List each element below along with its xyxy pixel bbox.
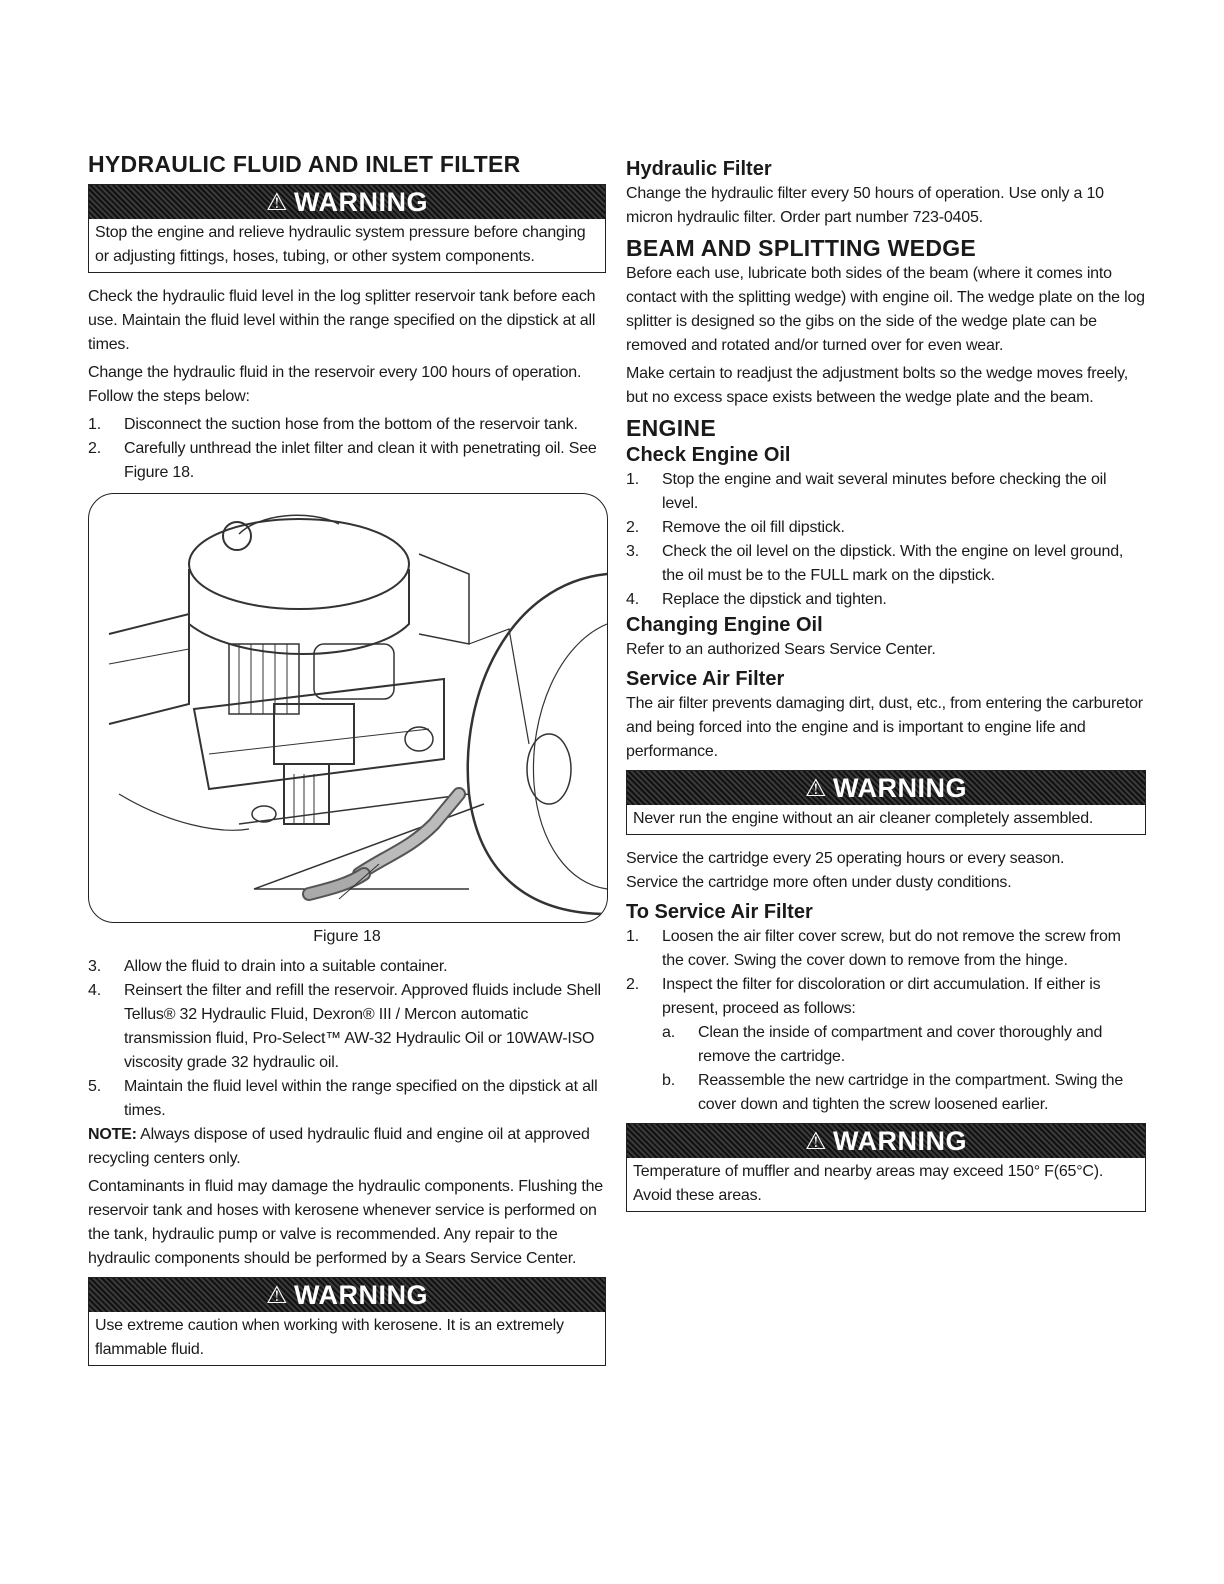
- list-item-number: b.: [662, 1072, 675, 1089]
- warning-label: WARNING: [833, 1125, 967, 1156]
- warning-triangle-icon: ⚠: [804, 1127, 827, 1155]
- warning-label: WARNING: [294, 1279, 428, 1310]
- engine-reservoir-illustration: [89, 494, 607, 922]
- paragraph-service-air-filter: The air filter prevents damaging dirt, dust, etc., from entering the carburetor and being forced into the engine and is important to engine life and performance.: [626, 695, 1143, 760]
- warning-triangle-icon: ⚠: [265, 188, 288, 216]
- section-title-hydraulic-fluid: HYDRAULIC FLUID AND INLET FILTER: [88, 151, 521, 177]
- warning-header: [627, 771, 1145, 805]
- list-item: [88, 979, 606, 1075]
- warning-text: Temperature of muffler and nearby areas may exceed 150° F(65°C). Avoid these areas.: [633, 1163, 1104, 1204]
- paragraph-contaminants: Contaminants in fluid may damage the hydraulic components. Flushing the reservoir tank and hoses with kerosene whenever service is performed on the tank, hydraulic pump or valve is recommended. Any repair to the hydraulic components should be performed by a Sears Service Center.: [88, 1178, 603, 1267]
- steps-list-b: [88, 955, 606, 1123]
- warning-triangle-icon: ⚠: [265, 1281, 288, 1309]
- list-item: [626, 516, 1146, 540]
- list-item: [88, 955, 606, 979]
- left-column: [88, 150, 606, 1378]
- steps-list-a: [88, 413, 606, 485]
- warning-triangle-icon: ⚠: [804, 774, 827, 802]
- list-item-text: Check the oil level on the dipstick. With the engine on level ground, the oil must be to the FULL mark on the dipstick.: [662, 543, 1124, 584]
- subsection-title-check-oil: Check Engine Oil: [626, 444, 791, 466]
- list-item-text: Inspect the filter for discoloration or dirt accumulation. If either is present, proceed as follows:: [662, 976, 1101, 1017]
- list-item-text: Maintain the fluid level within the range specified on the dipstick at all times.: [124, 1078, 598, 1119]
- list-item: [88, 413, 606, 437]
- list-item: [626, 540, 1146, 588]
- warning-header: [627, 1124, 1145, 1158]
- subsection-title-service-air-filter: Service Air Filter: [626, 668, 785, 690]
- list-item-number: 1.: [88, 416, 101, 433]
- paragraph-changing-oil: Refer to an authorized Sears Service Center.: [626, 641, 936, 658]
- note-text: Always dispose of used hydraulic fluid and engine oil at approved recycling centers only.: [88, 1126, 590, 1167]
- right-column: [626, 156, 1146, 1224]
- list-subitem: [662, 1069, 1146, 1117]
- list-item-number: 2.: [626, 519, 639, 536]
- warning-box-kerosene: [88, 1277, 606, 1366]
- list-item: [626, 588, 1146, 612]
- list-item-number: 2.: [88, 440, 101, 457]
- paragraph-hydraulic-filter: Change the hydraulic filter every 50 hours of operation. Use only a 10 micron hydraulic filter. Order part number 723-0405.: [626, 185, 1104, 226]
- list-item-text: Reinsert the filter and refill the reservoir. Approved fluids include Shell Tellus® 32 Hydraulic Fluid, Dexron® III / Mercon automatic transmission fluid, Pro-Select™ AW-32 Hydraulic Oil or 10WAW-ISO viscosity grade 32 hydraulic oil.: [124, 982, 601, 1071]
- list-item-number: 1.: [626, 928, 639, 945]
- list-item-number: 4.: [626, 591, 639, 608]
- section-title-beam: BEAM AND SPLITTING WEDGE: [626, 235, 977, 261]
- list-item: [626, 468, 1146, 516]
- list-item: [626, 973, 1146, 1021]
- list-item-text: Carefully unthread the inlet filter and clean it with penetrating oil. See Figure 18.: [124, 440, 597, 481]
- list-item-number: a.: [662, 1024, 675, 1041]
- figure-caption: Figure 18: [313, 928, 381, 945]
- subsection-title-changing-oil: Changing Engine Oil: [626, 614, 823, 636]
- note-label: NOTE:: [88, 1126, 137, 1143]
- warning-text: Never run the engine without an air cleaner completely assembled.: [633, 810, 1094, 827]
- section-title-engine: ENGINE: [626, 415, 716, 441]
- subsection-title-to-service: To Service Air Filter: [626, 901, 813, 923]
- list-item: [88, 1075, 606, 1123]
- list-subitem: [662, 1021, 1146, 1069]
- warning-header: [89, 185, 605, 219]
- paragraph-service-dusty: Service the cartridge more often under dusty conditions.: [626, 874, 1012, 891]
- paragraph-check-fluid: Check the hydraulic fluid level in the log splitter reservoir tank before each use. Maintain the fluid level within the range specified on the dipstick at all times.: [88, 288, 596, 353]
- warning-text: Stop the engine and relieve hydraulic system pressure before changing or adjusting fittings, hoses, tubing, or other system components.: [95, 224, 586, 265]
- list-item-number: 3.: [626, 543, 639, 560]
- paragraph-service-interval: Service the cartridge every 25 operating hours or every season.: [626, 850, 1065, 867]
- list-item-text: Reassemble the new cartridge in the compartment. Swing the cover down and tighten the screw loosened earlier.: [698, 1072, 1124, 1113]
- list-item-number: 3.: [88, 958, 101, 975]
- list-item-number: 1.: [626, 471, 639, 488]
- warning-box-air-cleaner: [626, 770, 1146, 835]
- paragraph-beam-adjust: Make certain to readjust the adjustment bolts so the wedge moves freely, but no excess space exists between the wedge plate and the beam.: [626, 365, 1129, 406]
- list-item-text: Disconnect the suction hose from the bottom of the reservoir tank.: [124, 416, 578, 433]
- list-item-number: 4.: [88, 982, 101, 999]
- check-oil-steps: [626, 468, 1146, 612]
- list-item-text: Loosen the air filter cover screw, but do not remove the screw from the cover. Swing the cover down to remove from the hinge.: [662, 928, 1121, 969]
- note-paragraph: [88, 1123, 606, 1171]
- list-item-text: Remove the oil fill dipstick.: [662, 519, 845, 536]
- warning-box-pressure: [88, 184, 606, 273]
- list-item-text: Replace the dipstick and tighten.: [662, 591, 887, 608]
- figure-18-illustration: [88, 493, 608, 923]
- list-item-number: 5.: [88, 1078, 101, 1095]
- list-item-text: Allow the fluid to drain into a suitable container.: [124, 958, 448, 975]
- list-item-text: Stop the engine and wait several minutes before checking the oil level.: [662, 471, 1107, 512]
- to-service-steps: [626, 925, 1146, 1117]
- warning-header: [89, 1278, 605, 1312]
- warning-label: WARNING: [294, 186, 428, 217]
- warning-text: Use extreme caution when working with kerosene. It is an extremely flammable fluid.: [95, 1317, 564, 1358]
- paragraph-change-fluid: Change the hydraulic fluid in the reservoir every 100 hours of operation. Follow the steps below:: [88, 364, 582, 405]
- warning-box-muffler: [626, 1123, 1146, 1212]
- list-item-number: 2.: [626, 976, 639, 993]
- warning-label: WARNING: [833, 772, 967, 803]
- list-item: [626, 925, 1146, 973]
- paragraph-beam-lubricate: Before each use, lubricate both sides of the beam (where it comes into contact with the splitting wedge) with engine oil. The wedge plate on the log splitter is designed so the gibs on the side of the wedge plate can be removed and rotated and/or turned over for even wear.: [626, 265, 1145, 354]
- list-item-text: Clean the inside of compartment and cover thoroughly and remove the cartridge.: [698, 1024, 1103, 1065]
- list-item: [88, 437, 606, 485]
- subsection-title-hydraulic-filter: Hydraulic Filter: [626, 158, 772, 180]
